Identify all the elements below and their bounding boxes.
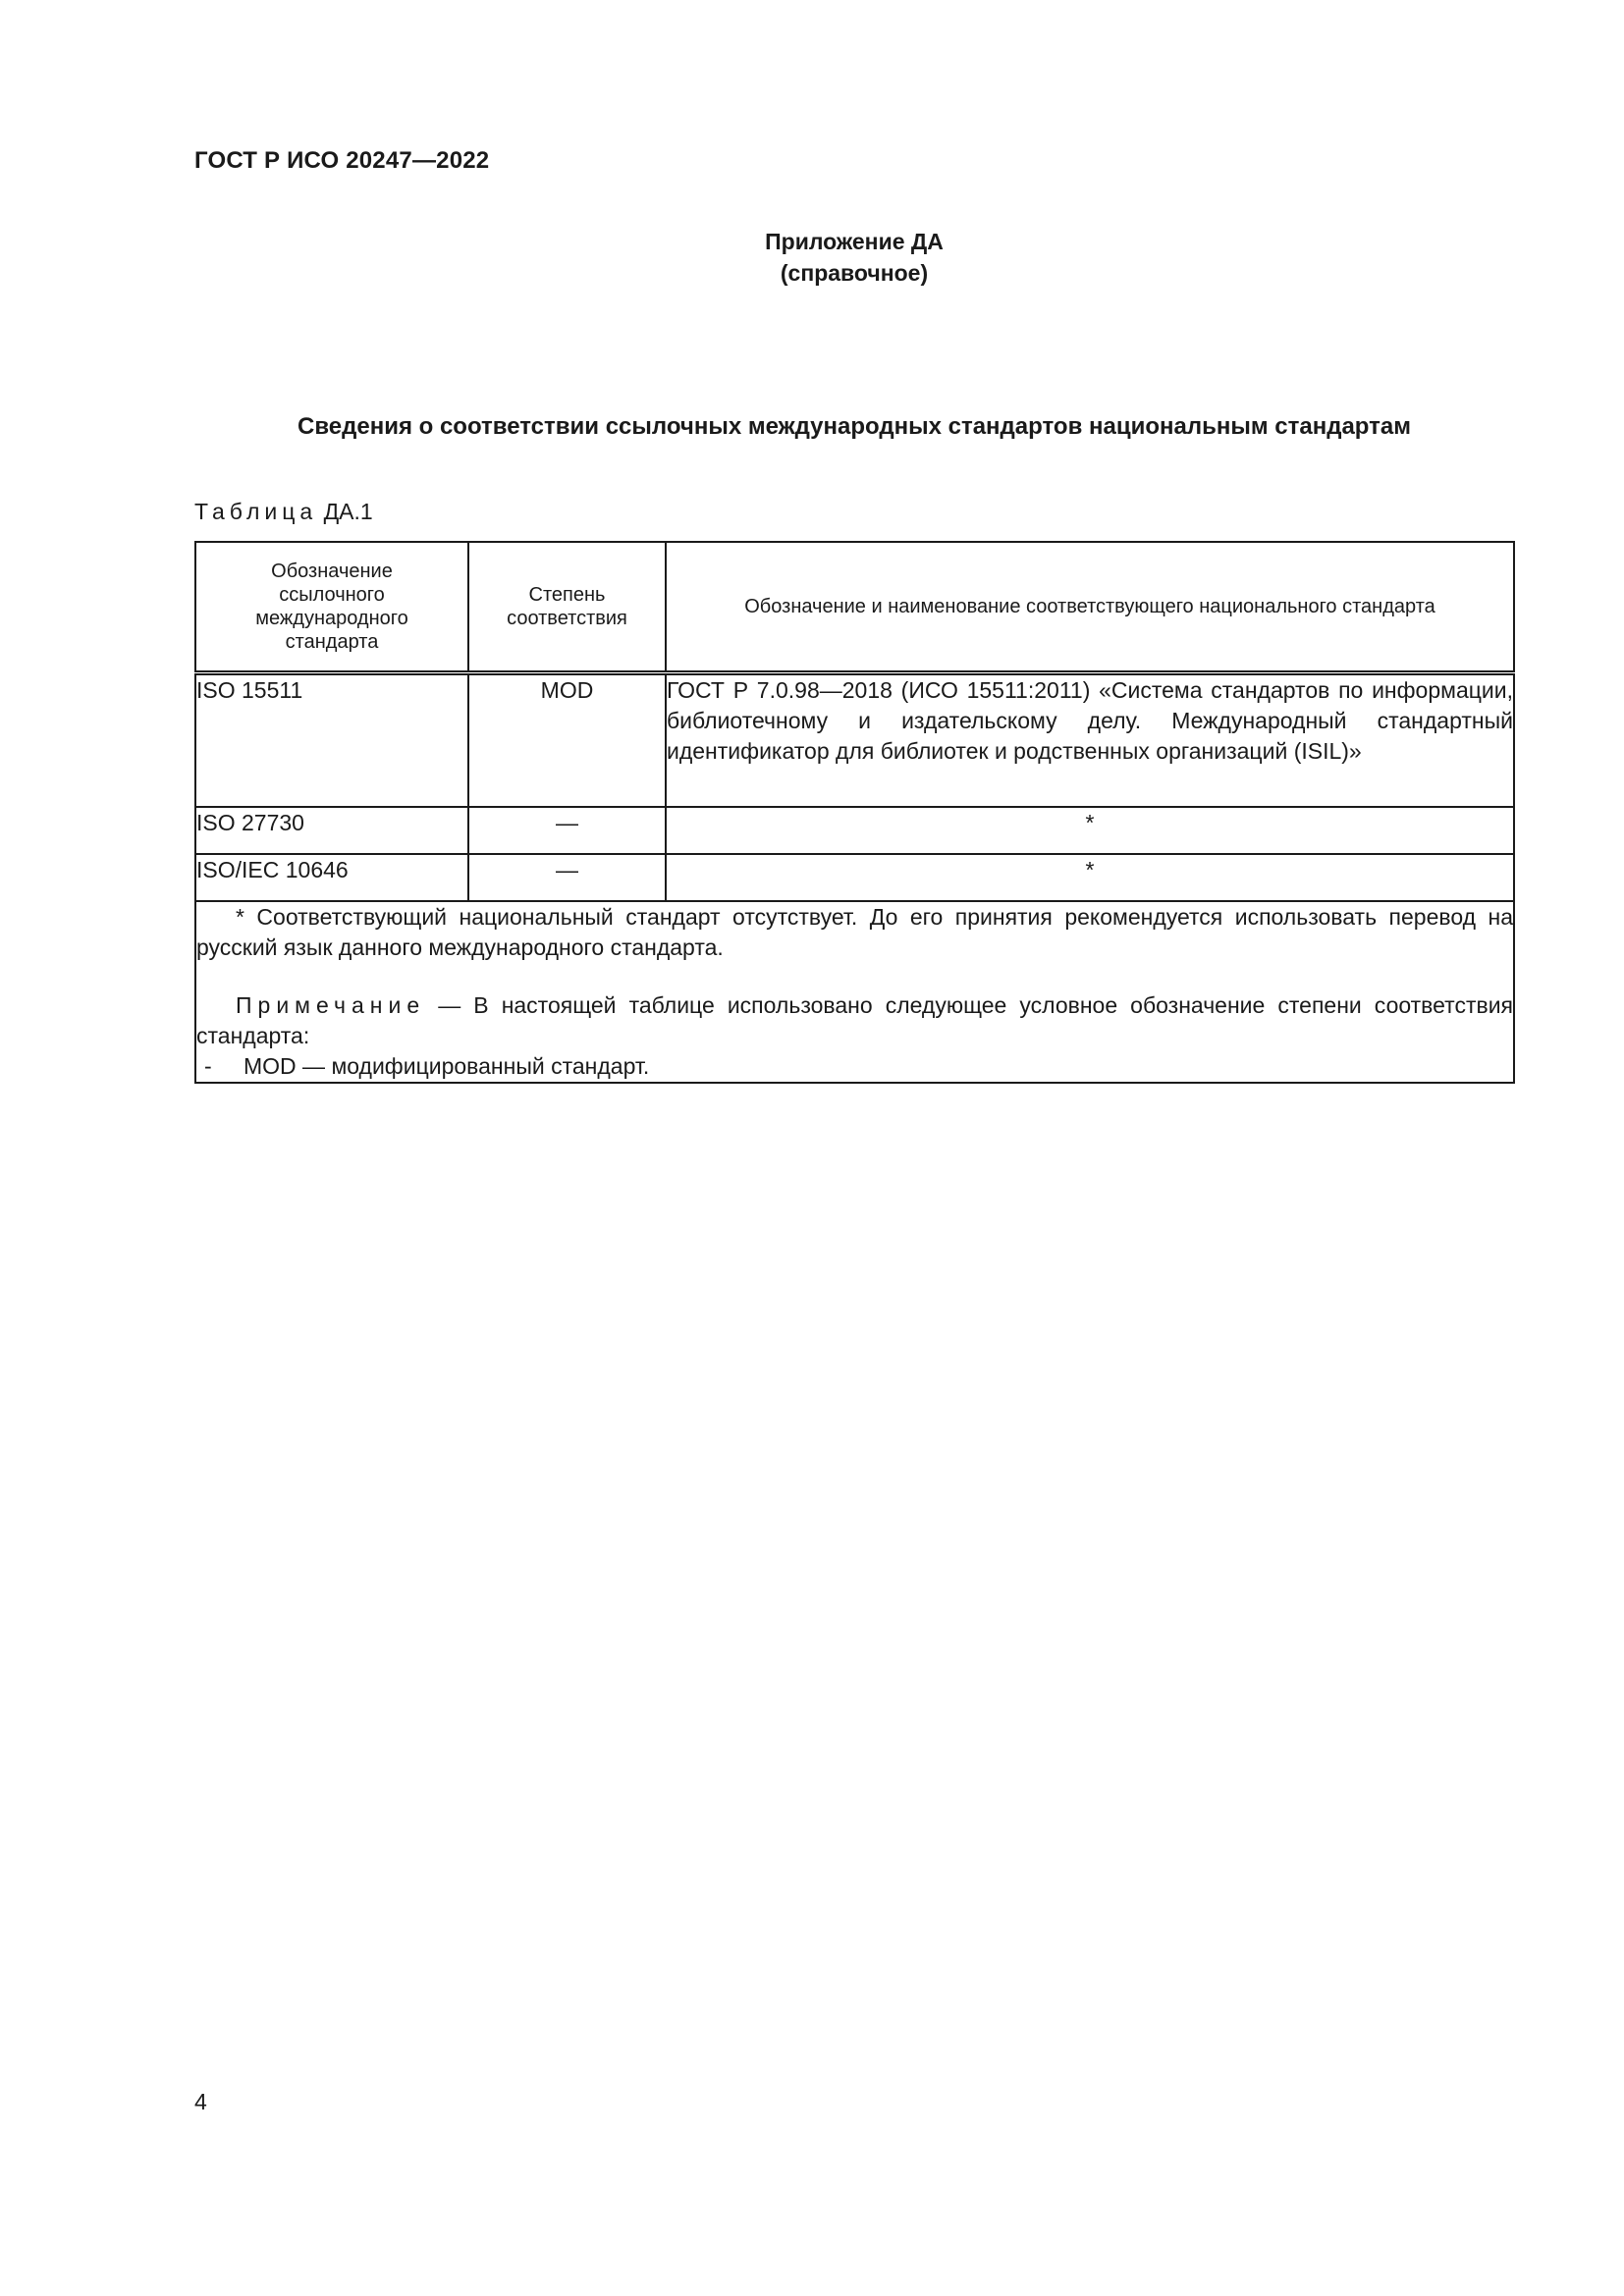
- cell-international-code: ISO 27730: [195, 807, 468, 854]
- cell-national-standard: *: [666, 807, 1514, 854]
- table-footnote: * Соответствующий национальный стандарт отсутствует. До его принятия рекомендуется использовать перевод на русский язык данного международного стандарта.: [196, 903, 1513, 960]
- cell-degree: —: [468, 854, 666, 901]
- column-header-degree: [468, 542, 666, 673]
- cell-degree: MOD: [468, 673, 666, 807]
- column-header-national-standard: Обозначение и наименование соответствующего национального стандарта: [666, 542, 1514, 673]
- table-caption-number: ДА.1: [323, 499, 373, 524]
- table-note: [196, 990, 1513, 1051]
- cell-national-standard: ГОСТ Р 7.0.98—2018 (ИСО 15511:2011) «Система стандартов по информации, библиотечному и издательскому делу. Международный стандартный идентификатор для библиотек и родственных организаций (ISIL)»: [666, 673, 1514, 807]
- cell-international-code: ISO/IEC 10646: [195, 854, 468, 901]
- note-list-text: MOD — модифицированный стандарт.: [244, 1052, 650, 1079]
- table-header-row: [195, 542, 1514, 673]
- note-text: — В настоящей таблице использовано следующее условное обозначение степени соответствия стандарта:: [196, 991, 1514, 1048]
- note-list-item: [196, 1051, 1513, 1082]
- document-code: ГОСТ Р ИСО 20247—2022: [194, 147, 490, 174]
- table-footer-row: [195, 901, 1514, 1083]
- note-list-bullet: -: [204, 1052, 212, 1079]
- table-caption: [194, 499, 373, 525]
- table-footer: [195, 901, 1514, 1083]
- table-caption-label: Таблица: [194, 499, 318, 524]
- cell-degree: —: [468, 807, 666, 854]
- page-number: 4: [194, 2089, 207, 2114]
- column-header-international-code: [195, 542, 468, 673]
- column-header-text: Обозначение ссылочного международного стандарта: [255, 561, 408, 653]
- table-row: [195, 673, 1514, 807]
- section-title: Сведения о соответствии ссылочных международных стандартов национальным стандартам: [298, 413, 1411, 440]
- correspondence-table: [194, 541, 1515, 1084]
- annex-title: Приложение ДА: [765, 229, 944, 254]
- table-row: [195, 854, 1514, 901]
- cell-national-standard: *: [666, 854, 1514, 901]
- cell-international-code: ISO 15511: [195, 673, 468, 807]
- column-header-text: Степень соответствия: [507, 584, 627, 629]
- annex-heading: [194, 226, 1514, 289]
- note-label: Примечание: [236, 991, 426, 1018]
- annex-subtitle: (справочное): [780, 260, 929, 286]
- table-row: [195, 807, 1514, 854]
